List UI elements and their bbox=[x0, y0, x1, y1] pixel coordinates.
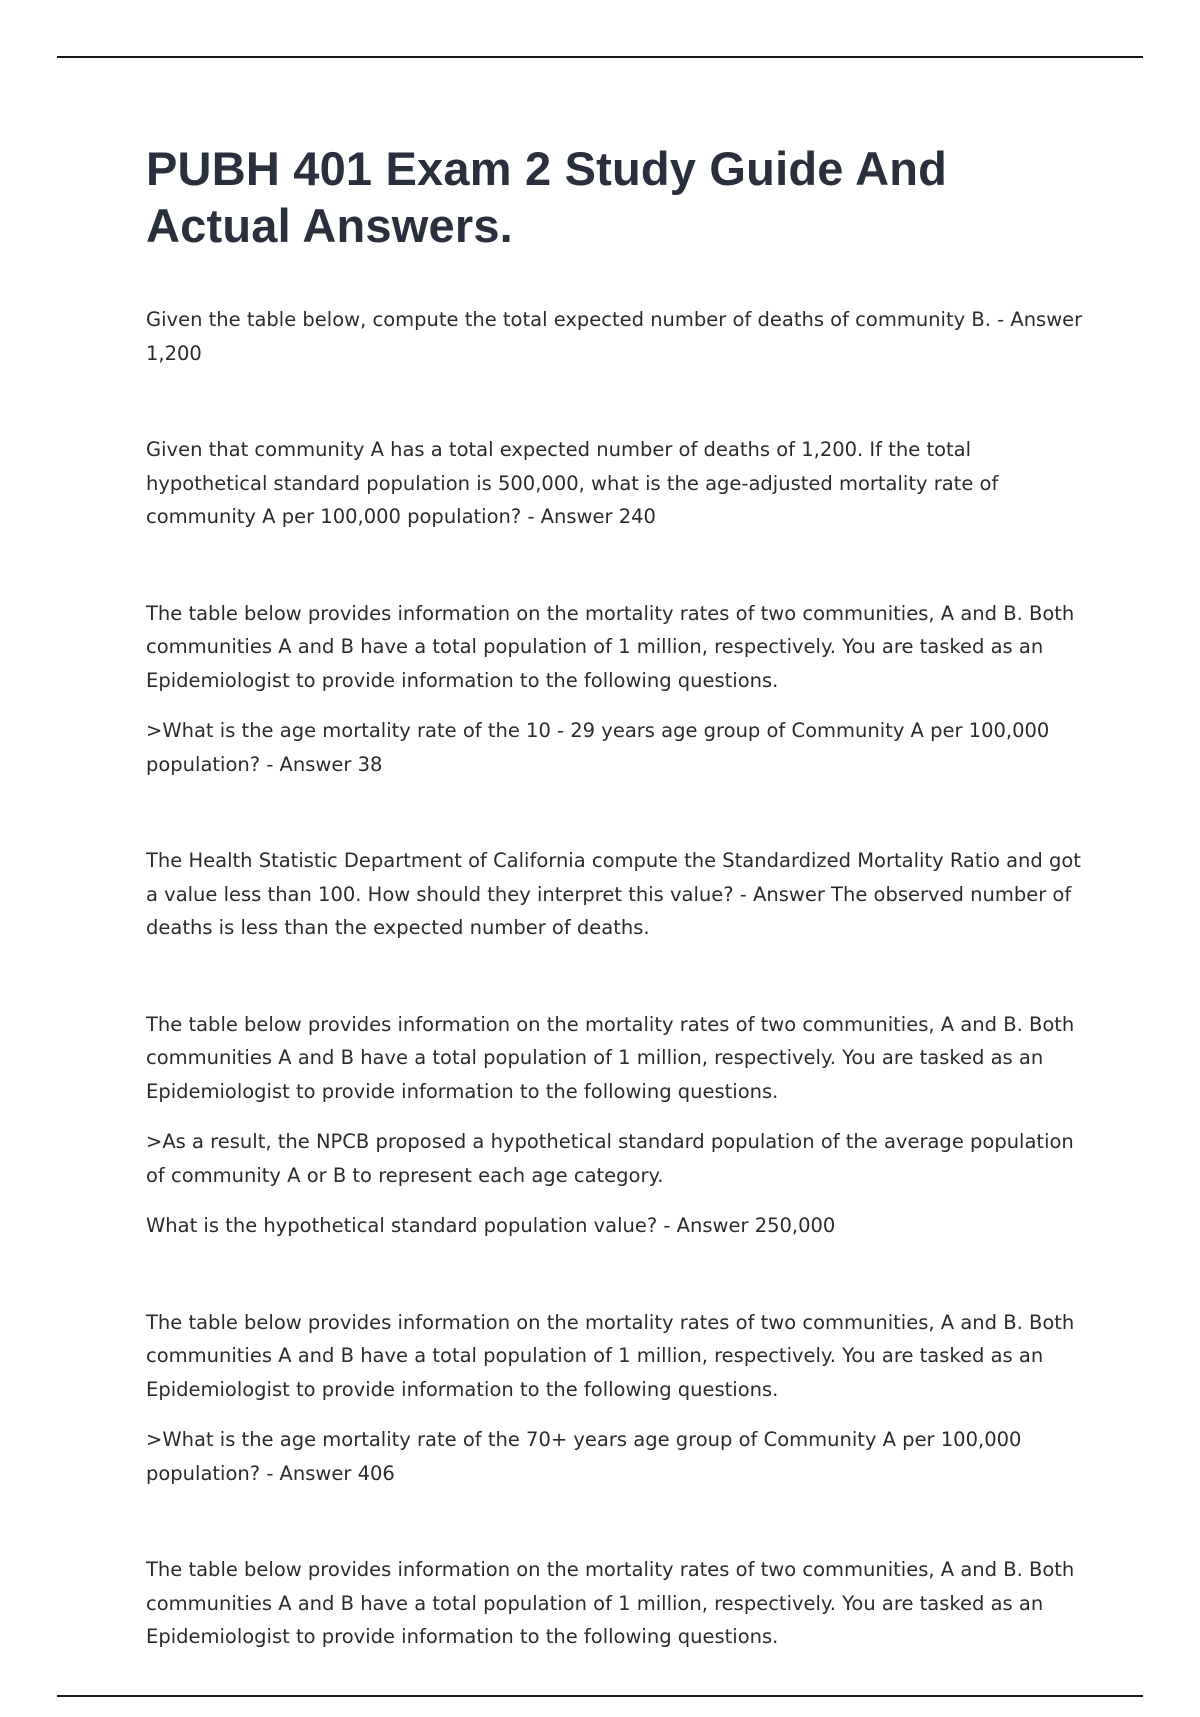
qa-paragraph: The table below provides information on the mortality rates of two communities, A and B. Both communities A and B have a total population of 1 million, respectively. You are tasked as an Epidemiologist to provide information to the following questions. bbox=[146, 1012, 1075, 1103]
top-rule bbox=[57, 56, 1143, 58]
qa-paragraph: Given that community A has a total expected number of deaths of 1,200. If the total hypothetical standard population is 500,000, what is the age-adjusted mortality rate of community A per 100,000 population? - Answer 240 bbox=[146, 438, 999, 528]
page-content bbox=[146, 140, 1096, 1717]
qa-item bbox=[146, 597, 1096, 782]
qa-paragraph: >What is the age mortality rate of the 70+ years age group of Community A per 100,000 population? - Answer 406 bbox=[146, 1428, 1022, 1485]
qa-item bbox=[146, 1553, 1096, 1654]
qa-item bbox=[146, 303, 1096, 370]
page-title: PUBH 401 Exam 2 Study Guide And Actual Answers. bbox=[146, 142, 948, 252]
qa-item bbox=[146, 844, 1096, 945]
qa-paragraph: The table below provides information on the mortality rates of two communities, A and B. Both communities A and B have a total population of 1 million, respectively. You are tasked as an Epidemiologist to provide information to the following questions. bbox=[146, 1310, 1075, 1401]
qa-paragraph: The Health Statistic Department of California compute the Standardized Mortality Ratio and got a value less than 100. How should they interpret this value? - Answer The observed number of deaths is less than the expected number of deaths. bbox=[146, 849, 1081, 939]
qa-list bbox=[146, 303, 1096, 1654]
qa-paragraph: What is the hypothetical standard population value? - Answer 250,000 bbox=[146, 1214, 836, 1237]
qa-item bbox=[146, 1008, 1096, 1243]
qa-item bbox=[146, 1306, 1096, 1491]
qa-item bbox=[146, 433, 1096, 534]
qa-paragraph: The table below provides information on the mortality rates of two communities, A and B. Both communities A and B have a total population of 1 million, respectively. You are tasked as an Epidemiologist to provide information to the following questions. bbox=[146, 1558, 1075, 1648]
qa-paragraph: >What is the age mortality rate of the 10 - 29 years age group of Community A per 100,000 population? - Answer 38 bbox=[146, 719, 1050, 776]
qa-paragraph: The table below provides information on the mortality rates of two communities, A and B. Both communities A and B have a total population of 1 million, respectively. You are tasked as an Epidemiologist to provide information to the following questions. bbox=[146, 601, 1075, 692]
qa-paragraph: >As a result, the NPCB proposed a hypothetical standard population of the average population of community A or B to represent each age category. bbox=[146, 1130, 1074, 1187]
qa-paragraph: Given the table below, compute the total expected number of deaths of community B. - Answer 1,200 bbox=[146, 308, 1083, 365]
bottom-rule bbox=[57, 1695, 1143, 1697]
